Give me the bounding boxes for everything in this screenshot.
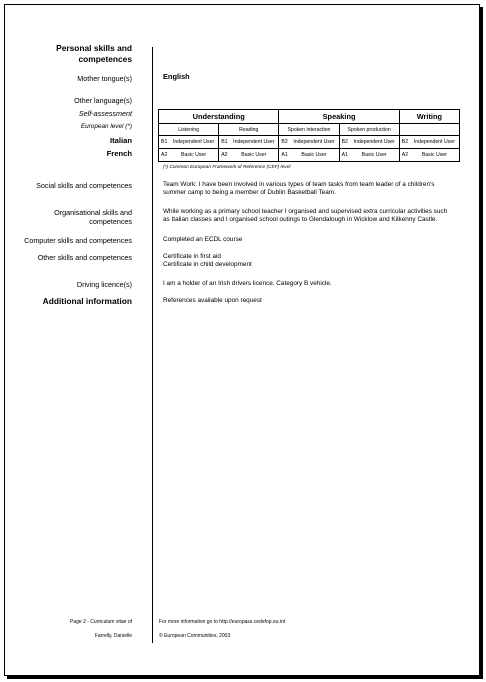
organisational-label-line2: competences bbox=[89, 217, 132, 226]
mother-tongue-label: Mother tongue(s) bbox=[77, 74, 132, 83]
additional-info-label: Additional information bbox=[42, 296, 132, 306]
subheader-spoken-production: Spoken production bbox=[339, 124, 399, 136]
computer-skills-label: Computer skills and competences bbox=[24, 236, 132, 245]
header-understanding: Understanding bbox=[159, 110, 279, 124]
cef-footnote: (*) Common European Framework of Reference (CEF) level bbox=[163, 165, 291, 170]
column-divider bbox=[152, 47, 153, 643]
level-desc: Basic User bbox=[229, 149, 279, 162]
additional-info-value: References available upon request bbox=[163, 297, 262, 304]
footer-copyright: © European Communities, 2003 bbox=[159, 633, 231, 639]
level-code: B2 bbox=[279, 136, 290, 149]
footer-info-link: For more information go to http://europass.cedefop.eu.int bbox=[159, 619, 286, 625]
driving-licence-value: I am a holder of an Irish drivers licence. Category B vehicle. bbox=[163, 280, 332, 287]
header-writing: Writing bbox=[399, 110, 459, 124]
language-italian-label: Italian bbox=[110, 136, 132, 145]
subheader-writing-blank bbox=[399, 124, 459, 136]
organisational-label-line1: Organisational skills and bbox=[54, 208, 132, 217]
driving-licence-label: Driving licence(s) bbox=[76, 280, 132, 289]
cv-page bbox=[4, 4, 480, 676]
level-desc: Basic User bbox=[410, 149, 460, 162]
subheader-spoken-interaction: Spoken interaction bbox=[279, 124, 339, 136]
language-french-label: French bbox=[106, 149, 132, 158]
mother-tongue-value: English bbox=[163, 72, 190, 81]
section-title-line2: competences bbox=[78, 54, 132, 64]
other-skills-line1: Certificate in first aid bbox=[163, 253, 221, 260]
other-languages-label: Other language(s) bbox=[74, 96, 132, 105]
level-desc: Independent User bbox=[169, 136, 219, 149]
table-row bbox=[159, 149, 460, 162]
european-level-label: European level (*) bbox=[80, 123, 132, 130]
subheader-reading: Reading bbox=[219, 124, 279, 136]
subheader-listening: Listening bbox=[159, 124, 219, 136]
other-skills-line2: Certificate in child development bbox=[163, 261, 252, 268]
level-desc: Basic User bbox=[350, 149, 400, 162]
level-desc: Basic User bbox=[289, 149, 339, 162]
social-skills-line1: Team Work: I have been involved in various types of team tasks from team leader of a children's bbox=[163, 181, 435, 188]
social-skills-label: Social skills and competences bbox=[36, 181, 132, 190]
level-code: B2 bbox=[399, 136, 410, 149]
social-skills-line2: summer camp to being a member of Dublin Basketball Team. bbox=[163, 189, 336, 196]
organisational-line1: While working as a primary school teacher I organised and supervised extra curricular activities such bbox=[163, 208, 448, 215]
language-assessment-table bbox=[158, 109, 460, 162]
organisational-line2: as Italian classes and I organised school outings to Glendalough in Wicklow and Kilkenny Castle. bbox=[163, 216, 438, 223]
table-subheader-row bbox=[159, 124, 460, 136]
level-code: B1 bbox=[219, 136, 230, 149]
level-code: A2 bbox=[399, 149, 410, 162]
self-assessment-label: Self-assessment bbox=[78, 109, 132, 118]
section-title-line1: Personal skills and bbox=[56, 43, 132, 53]
level-code: A1 bbox=[339, 149, 350, 162]
level-desc: Basic User bbox=[169, 149, 219, 162]
level-desc: Independent User bbox=[410, 136, 460, 149]
level-code: B1 bbox=[159, 136, 170, 149]
other-skills-label: Other skills and competences bbox=[37, 253, 132, 262]
level-desc: Independent User bbox=[289, 136, 339, 149]
level-desc: Independent User bbox=[229, 136, 279, 149]
level-code: B2 bbox=[339, 136, 350, 149]
table-header-row bbox=[159, 110, 460, 124]
level-code: A1 bbox=[279, 149, 290, 162]
level-code: A2 bbox=[159, 149, 170, 162]
level-desc: Independent User bbox=[350, 136, 400, 149]
table-row bbox=[159, 136, 460, 149]
computer-skills-value: Completed an ECDL course bbox=[163, 236, 243, 243]
header-speaking: Speaking bbox=[279, 110, 399, 124]
footer-name: Farrelly, Danielle bbox=[94, 633, 132, 639]
footer-page-label: Page 2 - Curriculum vitae of bbox=[70, 619, 132, 625]
level-code: A2 bbox=[219, 149, 230, 162]
